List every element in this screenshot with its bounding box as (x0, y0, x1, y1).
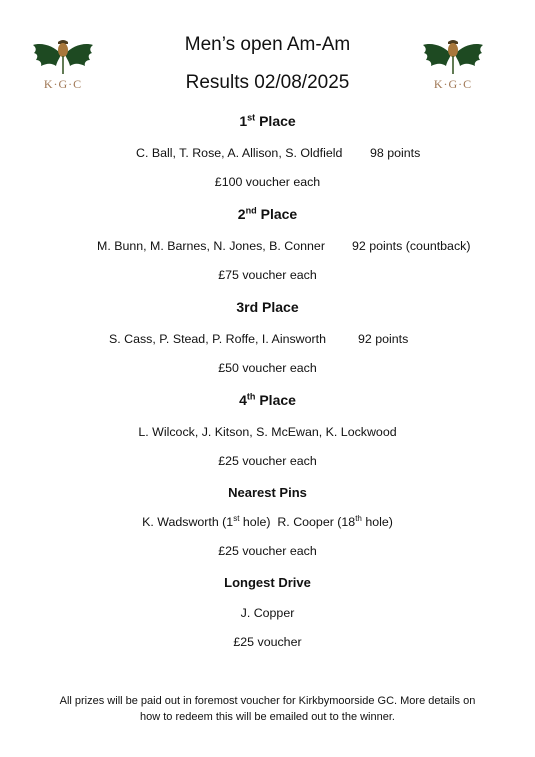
place-ordinal: nd (245, 205, 257, 216)
place-number: 1 (239, 113, 248, 129)
place-word: Place (259, 392, 296, 408)
second-place-prize: £75 voucher each (218, 268, 317, 282)
fourth-place-heading (0, 392, 535, 408)
first-place-prize: £100 voucher each (214, 175, 321, 189)
third-place-names: S. Cass, P. Stead, P. Roffe, I. Ainsworth (109, 332, 326, 346)
third-place-heading: 3rd Place (236, 299, 299, 315)
ordinal-suffix: st (233, 513, 240, 523)
page-title: Men’s open Am-Am (184, 34, 351, 55)
page-subtitle: Results 02/08/2025 (185, 72, 350, 93)
place-ordinal: st (247, 112, 256, 123)
first-place-names: C. Ball, T. Rose, A. Allison, S. Oldfield (136, 146, 343, 160)
second-place-names: M. Bunn, M. Barnes, N. Jones, B. Conner (97, 239, 325, 253)
longest-drive-prize: £25 voucher (233, 635, 302, 649)
second-place-points: 92 points (countback) (352, 239, 471, 253)
hole-suffix: hole) (361, 515, 393, 529)
third-place-prize: £50 voucher each (218, 361, 317, 375)
place-ordinal: th (246, 391, 256, 402)
club-logo-text: K·G·C (43, 77, 83, 91)
third-place-points: 92 points (358, 332, 409, 346)
place-number: 4 (239, 392, 247, 408)
longest-drive-winner: J. Copper (240, 606, 295, 620)
nearest-pin-winner-2: R. Cooper (18 (277, 515, 356, 529)
place-word: Place (260, 206, 298, 222)
footer-note-line-1: All prizes will be paid out in foremost voucher for Kirkbymoorside GC. More details on (59, 695, 476, 707)
place-word: Place (259, 113, 296, 129)
first-place-points: 98 points (370, 146, 421, 160)
club-logo-text: K·G·C (433, 77, 473, 91)
longest-drive-heading: Longest Drive (224, 575, 311, 590)
nearest-pins-heading: Nearest Pins (228, 485, 307, 500)
first-place-heading (0, 113, 535, 129)
footer-note-line-2: how to redeem this will be emailed out to the winner. (140, 711, 395, 723)
nearest-pins-prize: £25 voucher each (218, 544, 317, 558)
fourth-place-names: L. Wilcock, J. Kitson, S. McEwan, K. Lockwood (138, 425, 397, 439)
fourth-place-prize: £25 voucher each (218, 454, 317, 468)
ordinal-suffix: th (355, 513, 362, 523)
place-number: 2 (237, 206, 246, 222)
hole-suffix: hole) (239, 515, 271, 529)
nearest-pins-winners (0, 515, 535, 529)
second-place-heading (0, 206, 535, 222)
nearest-pin-winner-1: K. Wadsworth (1 (142, 515, 234, 529)
